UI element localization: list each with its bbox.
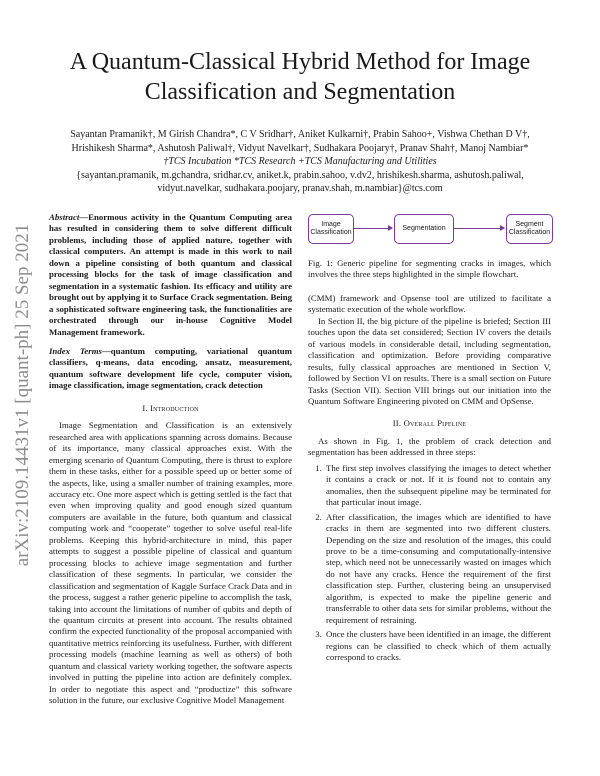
figure-caption: Fig. 1: Generic pipeline for segmenting cracks in images, which involves the three steps highlighted in the simple flowchart. <box>308 258 551 280</box>
email-line-2: vidyut.navelkar, sudhakara.poojary, pranav.shah, m.nambiar}@tcs.com <box>157 183 443 194</box>
pipeline-step: 2. After classification, the images which are identified to have cracks in them are segmented into two different clusters. Depending on the size and resolution of the images, this could prove to be a time-consuming and computationally-intensive step, which need not be unnecessarily wasted on images which do not have any cracks. Hence the requirement of the first classification step. Further, clustering being an unsupervised algorithm, is expected to make the pipeline generic and transferrable to other data sets for similar problems, without the requirement of retraining. <box>324 512 551 627</box>
left-column <box>49 212 292 707</box>
index-terms-label: Index Terms <box>49 345 102 356</box>
title-line-1: A Quantum-Classical Hybrid Method for Image <box>69 49 531 75</box>
pipeline-step: 1. The first step involves classifying the images to detect whether it contains a crack or not. If it is found not to contain any anomalies, then the subsequent pipeline may be terminated for that particular inout image. <box>324 463 551 509</box>
abstract-label: Abstract <box>49 212 80 222</box>
flowchart-box-segmentation: Segmentation <box>394 214 454 244</box>
author-block <box>40 128 560 196</box>
arxiv-watermark <box>10 205 36 585</box>
pipeline-intro: As shown in Fig. 1, the problem of crack detection and segmentation has been addressed in three steps: <box>308 435 551 458</box>
introduction-text: Image Segmentation and Classification is an extensively researched area with applications spanning across domains. Because of its importance, many classical approaches exist. With the emerging scenario of Quantum Computing, there is thrust to explore them in these tasks, either for a possible speed up or better some of the aspects, like, using a smaller number of training examples, more accuracy etc. One more aspect which is getting settled is the fact that even when improving quality and good enough sized quantum computers are available in the future, both quantum and classical computing work and “cooperate” together to solve useful real-life problems. Keeping this hybrid-architecture in mind, this paper attempts to suggest a possible pipeline of classical and quantum processing blocks to achieve image segmentation and further classification of these segments. In particular, we consider the classification and segmentation of Kaggle Surface Crack Data and in the process, suggest a rather generic pipeline to accomplish the task, taking into account the limitations of number of qubits and depth of the quantum circuits at present into account. The results obtained confirm the expected functionality of the proposal accompanied with quantitative metrics reinforcing its usefulness. Further, with different processing models (machine learning as well as others) of both quantum and classical variety working together, the software aspects involved in putting the pipeline into action are definitely complex. In order to negotiate this aspect and “productize” this software solution in the future, our exclusive Cognitive Model Management <box>49 420 292 706</box>
abstract-text: —Enormous activity in the Quantum Computing area has resulted in considering them to solve different difficult problems, including those of applied nature, together with classical computers. An attempt is made in this work to nail down a pipeline consisting of both quantum and classical processing blocks for the task of image classification and segmentation in a systematic fashion. Its efficacy and utility are brought out by applying it to Surface Crack segmentation. Being a sophisticated software engineering task, the functionalities are orchestrated through our in-house Cognitive Model Management framework. <box>49 212 292 337</box>
pipeline-flowchart <box>308 214 551 254</box>
email-line-1: {sayantan.pramanik, m.gchandra, sridhar.cv, aniket.k, prabin.sahoo, v.dv2, hrishikesh.sharma, ashutosh.paliwal, <box>76 169 524 181</box>
flowchart-arrow-2 <box>454 228 504 229</box>
flowchart-box-segment-classification: Segment Classification <box>506 214 553 244</box>
right-paragraph-1: (CMM) framework and Opsense tool are utilized to facilitate a systematic execution of the whole workflow. <box>308 292 551 315</box>
right-column <box>308 214 551 667</box>
section-heading-overall-pipeline: II. Overall Pipeline <box>392 418 467 429</box>
index-terms-text: —quantum computing, variational quantum classifiers, q-means, data encoding, ansatz, measurement, quantum software development life cycle, computer vision, image classification, image segmentation, crack detection <box>49 345 292 391</box>
abstract <box>49 212 292 338</box>
pipeline-steps-list <box>308 463 551 664</box>
paper-title <box>40 47 560 107</box>
arxiv-id: arXiv:2109.14431v1 [quant-ph] 25 Sep 2021 <box>12 223 33 567</box>
index-terms <box>49 346 292 392</box>
pipeline-step: 3. Once the clusters have been identified in an image, the different regions can be classified to check which of them actually correspond to cracks. <box>324 629 551 663</box>
title-line-2: Classification and Segmentation <box>144 79 456 105</box>
affiliations: †TCS Incubation *TCS Research +TCS Manufacturing and Utilities <box>163 156 437 167</box>
section-heading-introduction: I. Introduction <box>142 402 199 413</box>
flowchart-box-image-classification: Image Classification <box>308 214 354 244</box>
flowchart-arrow-1 <box>354 228 392 229</box>
right-paragraph-2: In Section II, the big picture of the pipeline is briefed; Section III touches upon the data set considered; Section IV covers the details of various models in considerable detail, including segmentation, classification and optimization. Before providing comparative results, fully classical approaches are mentioned in Section V, followed by Section VI on results. There is a small section on Future Tasks (Section VII). Section VIII brings out our initiation into the Quantum Software Engineering pivoted on CMM and OpSense. <box>308 315 551 406</box>
author-line-2: Hrishikesh Sharma*, Ashutosh Paliwal†, Vidyut Navelkar†, Sudhakara Poojary†, Pranav Shah†, Manoj Nambiar* <box>71 142 529 154</box>
author-line-1: Sayantan Pramanik†, M Girish Chandra*, C V Sridhar†, Aniket Kulkarni†, Prabin Sahoo+, Vishwa Chethan D V†, <box>70 129 530 140</box>
